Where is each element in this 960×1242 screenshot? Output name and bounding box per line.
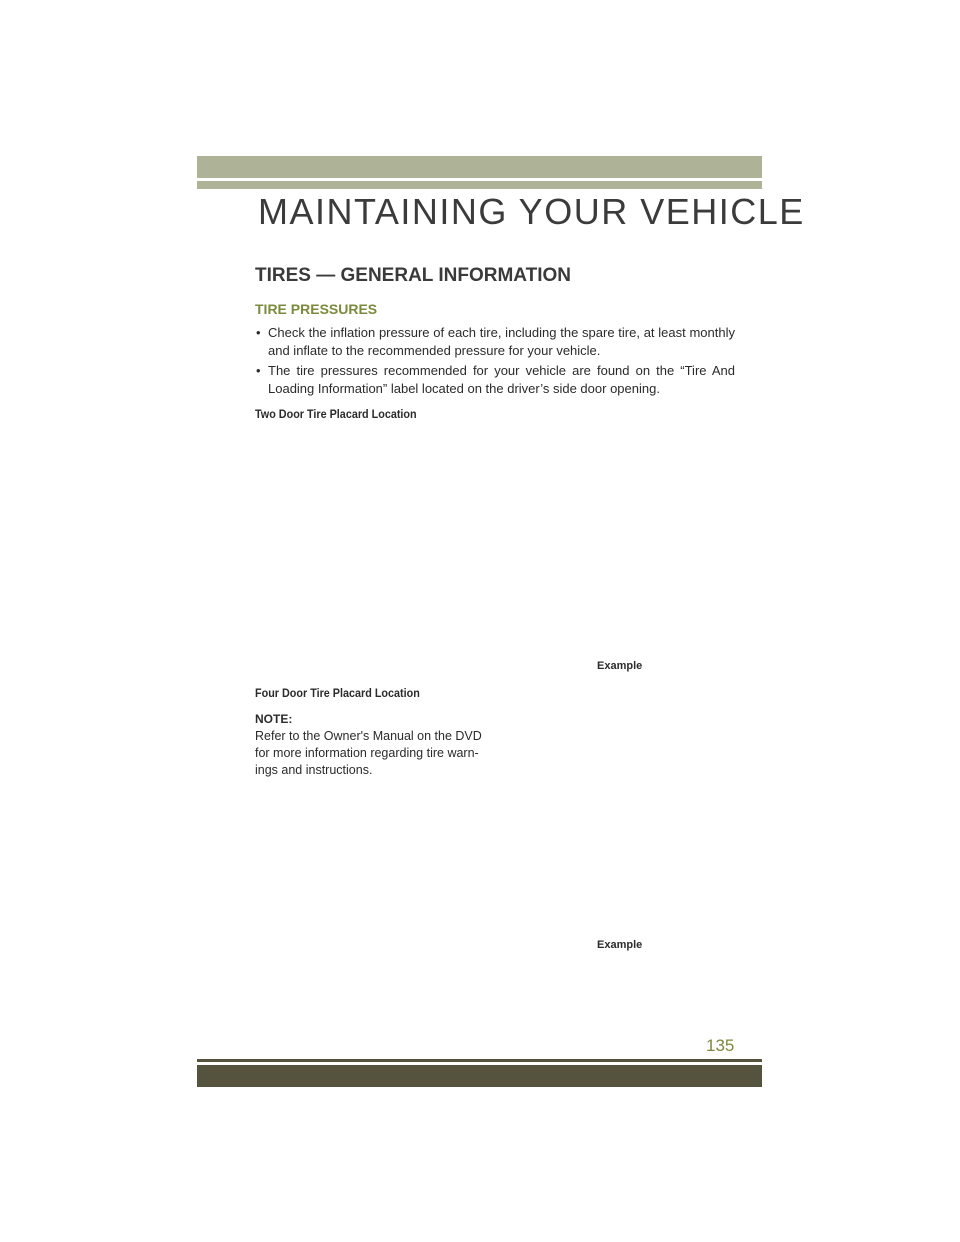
two-door-placard-figure	[255, 428, 735, 656]
list-item	[255, 324, 735, 360]
bullet-icon: •	[256, 325, 261, 340]
bullet-icon: •	[256, 363, 261, 378]
two-door-figure-caption: Example	[597, 660, 643, 672]
footer-band	[197, 1065, 762, 1087]
two-door-figure-label: Two Door Tire Placard Location	[255, 407, 417, 421]
section-title: TIRES — GENERAL INFORMATION	[255, 265, 571, 286]
page-number: 135	[706, 1036, 735, 1055]
note-heading: NOTE:	[255, 712, 293, 726]
chapter-title: MAINTAINING YOUR VEHICLE	[258, 191, 805, 232]
four-door-figure-label: Four Door Tire Placard Location	[255, 686, 420, 700]
footer-rule	[197, 1059, 762, 1062]
header-band	[197, 156, 762, 178]
note-text: Refer to the Owner's Manual on the DVD for more information regarding tire warn-ings and instructions.	[255, 729, 482, 777]
bullet-list	[255, 324, 735, 400]
four-door-placard-figure	[505, 706, 735, 934]
bullet-text: Check the inflation pressure of each tire, including the spare tire, at least monthly and inflate to the recommended pressure for your vehicle.	[268, 325, 735, 358]
bullet-text: The tire pressures recommended for your vehicle are found on the “Tire And Loading Information” label located on the driver’s side door opening.	[268, 363, 735, 396]
list-item	[255, 362, 735, 398]
four-door-figure-caption: Example	[597, 939, 643, 951]
section-subtitle: TIRE PRESSURES	[255, 301, 378, 317]
